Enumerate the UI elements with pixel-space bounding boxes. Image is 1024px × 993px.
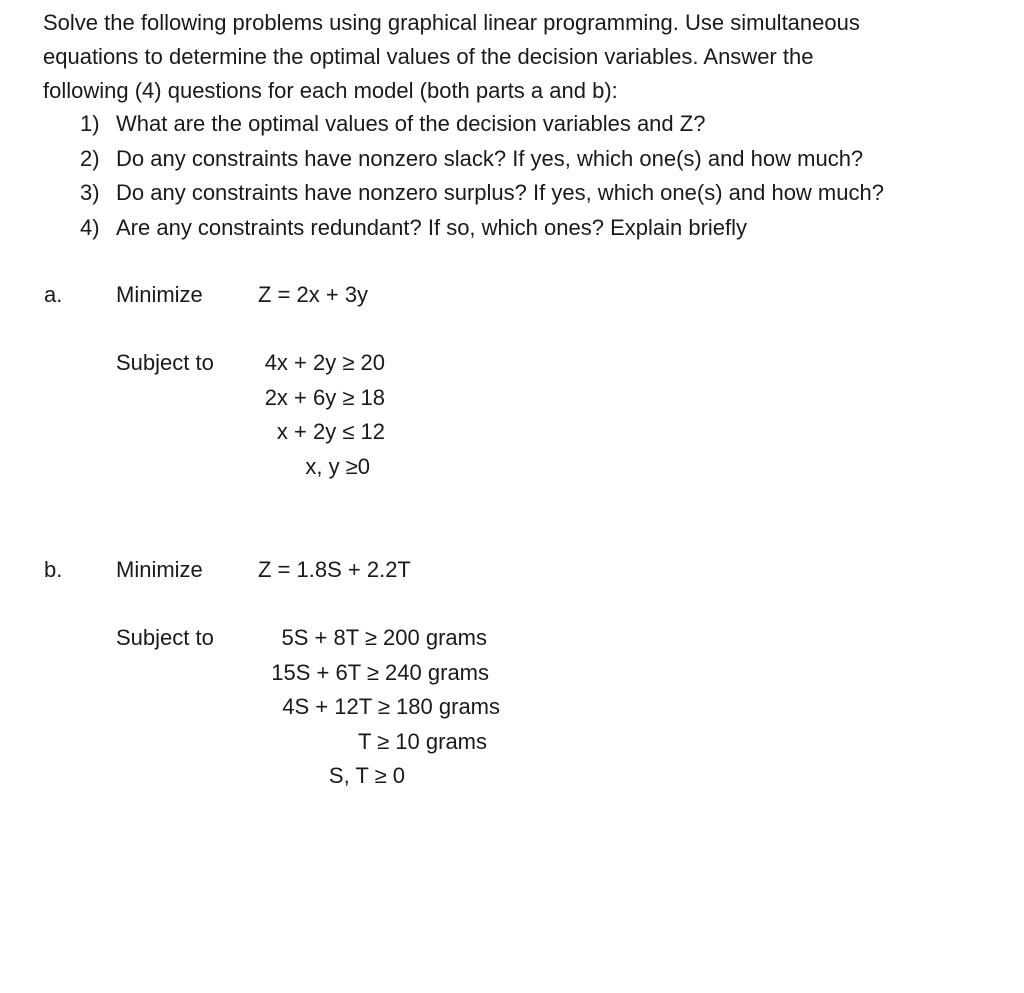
problem-b-constraint: 4S + 12T ≥ 180 grams	[282, 694, 500, 719]
question-item	[80, 142, 884, 177]
instructions	[43, 6, 1003, 108]
question-text: What are the optimal values of the decision variables and Z?	[116, 111, 706, 136]
question-text: Are any constraints redundant? If so, which ones? Explain briefly	[116, 214, 748, 240]
problem-a-constraint: x + 2y ≤ 12	[276, 419, 385, 444]
question-item	[80, 107, 884, 142]
problem-b-minimize-label: Minimize	[116, 557, 203, 582]
problem-b-constraint: 15S + 6T ≥ 240 grams	[271, 659, 489, 685]
problem-b-nonnegativity: S, T ≥ 0	[328, 763, 405, 788]
problem-a-minimize-label: Minimize	[116, 282, 203, 307]
instructions-line-1: Solve the following problems using graphical linear programming. Use simultaneous	[43, 10, 860, 35]
instructions-line-2: equations to determine the optimal values of the decision variables. Answer the	[43, 44, 814, 69]
question-number: 3)	[80, 180, 100, 205]
problem-a-constraint: 4x + 2y ≥ 20	[264, 350, 385, 375]
problem-a-constraints	[240, 346, 385, 484]
problem-a-objective: Z = 2x + 3y	[258, 282, 369, 307]
question-number: 4)	[80, 214, 100, 240]
problem-a-nonnegativity: x, y ≥0	[305, 453, 370, 479]
problem-b-constraint: T ≥ 10 grams	[357, 728, 487, 754]
question-number: 2)	[80, 145, 100, 171]
question-text: Do any constraints have nonzero surplus? If yes, which one(s) and how much?	[116, 180, 884, 205]
question-text: Do any constraints have nonzero slack? If yes, which one(s) and how much?	[116, 145, 864, 171]
problem-b-label: b.	[44, 557, 63, 582]
instructions-line-3: following (4) questions for each model (both parts a and b):	[43, 78, 618, 103]
problem-b-constraints	[240, 621, 500, 794]
question-item	[80, 176, 884, 211]
problem-a-subject-to-label: Subject to	[116, 350, 214, 375]
question-number: 1)	[80, 111, 100, 136]
question-item	[80, 211, 884, 246]
problem-b-objective: Z = 1.8S + 2.2T	[258, 557, 411, 582]
question-list	[80, 107, 884, 245]
problem-a-label: a.	[44, 282, 63, 307]
problem-a-constraint: 2x + 6y ≥ 18	[264, 384, 385, 410]
problem-b-subject-to-label: Subject to	[116, 625, 214, 650]
problem-b-constraint: 5S + 8T ≥ 200 grams	[281, 625, 487, 650]
